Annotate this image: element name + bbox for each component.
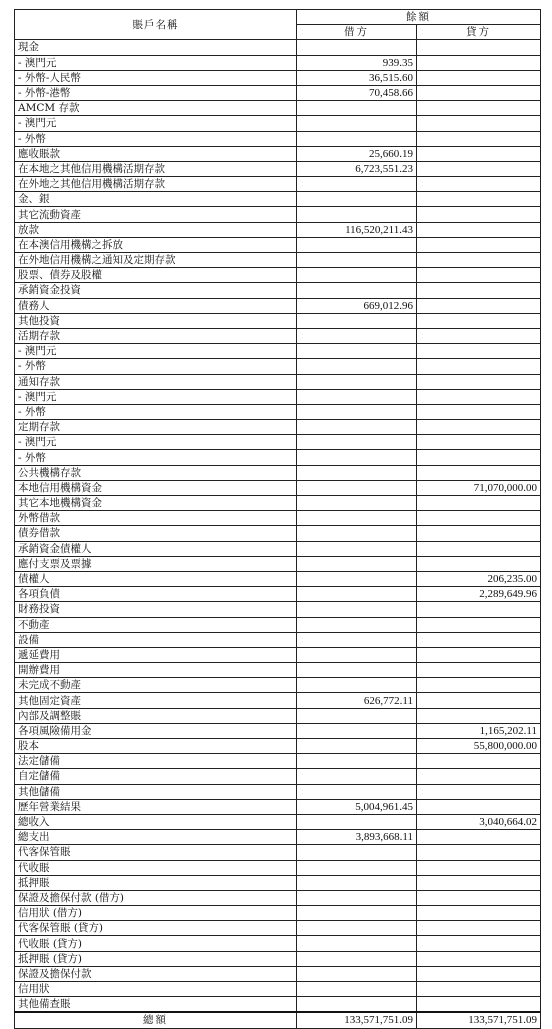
table-row <box>15 784 541 799</box>
debit-cell <box>297 511 417 526</box>
account-name-cell: 其他儲備 <box>15 784 297 799</box>
debit-cell <box>297 754 417 769</box>
credit-cell: 3,040,664.02 <box>417 814 541 829</box>
account-name-cell: - 外幣-港幣 <box>15 85 297 100</box>
table-row <box>15 344 541 359</box>
debit-cell <box>297 982 417 997</box>
table-row <box>15 632 541 647</box>
credit-cell <box>417 161 541 176</box>
table-row <box>15 237 541 252</box>
credit-cell <box>417 799 541 814</box>
debit-cell <box>297 237 417 252</box>
debit-cell <box>297 906 417 921</box>
account-name-cell: 其他備查賬 <box>15 997 297 1013</box>
debit-cell <box>297 784 417 799</box>
table-row <box>15 769 541 784</box>
credit-cell <box>417 40 541 55</box>
credit-cell <box>417 511 541 526</box>
account-name-cell: 其它流動資產 <box>15 207 297 222</box>
debit-cell: 669,012.96 <box>297 298 417 313</box>
debit-cell <box>297 571 417 586</box>
credit-cell <box>417 890 541 905</box>
account-name-cell: - 外幣 <box>15 450 297 465</box>
debit-cell <box>297 739 417 754</box>
table-row <box>15 389 541 404</box>
debit-cell <box>297 890 417 905</box>
debit-cell <box>297 207 417 222</box>
table-row <box>15 982 541 997</box>
table-row <box>15 890 541 905</box>
account-name-cell: 自定儲備 <box>15 769 297 784</box>
debit-cell <box>297 723 417 738</box>
table-row <box>15 313 541 328</box>
credit-cell <box>417 556 541 571</box>
account-name-cell: 在本地之其他信用機構活期存款 <box>15 161 297 176</box>
debit-cell <box>297 921 417 936</box>
account-name-cell: 承銷資金投資 <box>15 283 297 298</box>
account-name-cell: 承銷資金債權人 <box>15 541 297 556</box>
debit-cell: 6,723,551.23 <box>297 161 417 176</box>
credit-cell: 55,800,000.00 <box>417 739 541 754</box>
credit-cell <box>417 207 541 222</box>
account-name-cell: 債券借款 <box>15 526 297 541</box>
account-name-cell: 保證及擔保付款 (借方) <box>15 890 297 905</box>
table-row <box>15 541 541 556</box>
debit-cell <box>297 617 417 632</box>
debit-cell <box>297 101 417 116</box>
account-name-cell: - 澳門元 <box>15 344 297 359</box>
table-row <box>15 921 541 936</box>
debit-cell <box>297 647 417 662</box>
debit-cell <box>297 435 417 450</box>
credit-cell <box>417 845 541 860</box>
table-row <box>15 663 541 678</box>
debit-cell: 36,515.60 <box>297 70 417 85</box>
debit-cell: 626,772.11 <box>297 693 417 708</box>
debit-cell: 3,893,668.11 <box>297 830 417 845</box>
credit-cell <box>417 708 541 723</box>
credit-cell <box>417 101 541 116</box>
debit-cell <box>297 116 417 131</box>
total-credit: 133,571,751.09 <box>417 1012 541 1028</box>
account-name-cell: 股票、債券及股權 <box>15 268 297 283</box>
credit-cell <box>417 268 541 283</box>
account-name-cell: - 外幣 <box>15 359 297 374</box>
account-name-cell: 總收入 <box>15 814 297 829</box>
total-row <box>15 1012 541 1028</box>
account-name-cell: - 外幣 <box>15 404 297 419</box>
account-name-cell: 其它本地機構資金 <box>15 496 297 511</box>
table-body <box>15 40 541 1013</box>
credit-cell <box>417 784 541 799</box>
account-name-cell: 其他固定資產 <box>15 693 297 708</box>
table-row <box>15 526 541 541</box>
credit-cell <box>417 465 541 480</box>
debit-cell <box>297 283 417 298</box>
account-name-cell: 公共機構存款 <box>15 465 297 480</box>
credit-cell <box>417 526 541 541</box>
account-name-cell: 代客保管賬 <box>15 845 297 860</box>
table-row <box>15 845 541 860</box>
debit-cell <box>297 268 417 283</box>
table-row <box>15 739 541 754</box>
account-name-cell: 活期存款 <box>15 328 297 343</box>
credit-cell: 206,235.00 <box>417 571 541 586</box>
table-row <box>15 268 541 283</box>
table-row <box>15 146 541 161</box>
credit-cell <box>417 860 541 875</box>
credit-cell <box>417 222 541 237</box>
balance-header: 餘額 <box>297 10 541 25</box>
table-row <box>15 55 541 70</box>
debit-cell <box>297 420 417 435</box>
credit-cell <box>417 55 541 70</box>
debit-cell <box>297 313 417 328</box>
debit-cell <box>297 951 417 966</box>
account-name-cell: 股本 <box>15 739 297 754</box>
account-name-cell: 本地信用機構資金 <box>15 480 297 495</box>
account-name-cell: 代客保管賬 (貸方) <box>15 921 297 936</box>
table-row <box>15 587 541 602</box>
account-name-cell: 現金 <box>15 40 297 55</box>
account-name-header: 賬戶名稱 <box>15 10 297 40</box>
table-row <box>15 177 541 192</box>
table-row <box>15 511 541 526</box>
debit-cell <box>297 845 417 860</box>
credit-cell <box>417 328 541 343</box>
account-name-cell: 信用狀 <box>15 982 297 997</box>
credit-cell <box>417 678 541 693</box>
credit-cell <box>417 754 541 769</box>
debit-cell <box>297 708 417 723</box>
account-name-cell: - 外幣-人民幣 <box>15 70 297 85</box>
credit-cell <box>417 997 541 1013</box>
total-debit: 133,571,751.09 <box>297 1012 417 1028</box>
table-row <box>15 374 541 389</box>
debit-cell <box>297 131 417 146</box>
table-row <box>15 298 541 313</box>
account-name-cell: 金、銀 <box>15 192 297 207</box>
credit-cell <box>417 177 541 192</box>
debit-cell <box>297 860 417 875</box>
account-name-cell: 法定儲備 <box>15 754 297 769</box>
credit-cell <box>417 602 541 617</box>
table-row <box>15 860 541 875</box>
credit-cell <box>417 541 541 556</box>
table-row <box>15 222 541 237</box>
account-name-cell: 抵押賬 <box>15 875 297 890</box>
debit-cell <box>297 541 417 556</box>
debit-cell <box>297 480 417 495</box>
debit-cell <box>297 678 417 693</box>
credit-cell <box>417 146 541 161</box>
table-row <box>15 85 541 100</box>
account-name-cell: 內部及調整賬 <box>15 708 297 723</box>
table-row <box>15 70 541 85</box>
account-name-cell: 債務人 <box>15 298 297 313</box>
debit-cell <box>297 344 417 359</box>
credit-cell <box>417 496 541 511</box>
debit-cell <box>297 374 417 389</box>
credit-cell <box>417 769 541 784</box>
table-row <box>15 480 541 495</box>
debit-cell <box>297 253 417 268</box>
table-row <box>15 207 541 222</box>
credit-cell <box>417 116 541 131</box>
debit-cell <box>297 602 417 617</box>
table-row <box>15 997 541 1013</box>
credit-cell <box>417 298 541 313</box>
table-row <box>15 951 541 966</box>
table-row <box>15 814 541 829</box>
account-name-cell: 設備 <box>15 632 297 647</box>
debit-cell <box>297 632 417 647</box>
account-name-cell: 信用狀 (借方) <box>15 906 297 921</box>
account-name-cell: - 澳門元 <box>15 389 297 404</box>
table-row <box>15 40 541 55</box>
credit-cell <box>417 830 541 845</box>
account-name-cell: 債權人 <box>15 571 297 586</box>
table-row <box>15 693 541 708</box>
table-row <box>15 708 541 723</box>
account-name-cell: 定期存款 <box>15 420 297 435</box>
credit-cell <box>417 389 541 404</box>
credit-cell <box>417 70 541 85</box>
debit-cell <box>297 936 417 951</box>
credit-cell <box>417 420 541 435</box>
debit-cell <box>297 556 417 571</box>
credit-cell <box>417 283 541 298</box>
credit-cell <box>417 936 541 951</box>
table-row <box>15 192 541 207</box>
credit-header: 貸方 <box>417 25 541 40</box>
account-name-cell: AMCM 存款 <box>15 101 297 116</box>
balance-table <box>14 9 541 1029</box>
account-name-cell: 歷年營業結果 <box>15 799 297 814</box>
account-name-cell: 應收賬款 <box>15 146 297 161</box>
debit-cell <box>297 814 417 829</box>
credit-cell <box>417 647 541 662</box>
credit-cell <box>417 875 541 890</box>
account-name-cell: 外幣借款 <box>15 511 297 526</box>
credit-cell <box>417 966 541 981</box>
debit-cell: 939.35 <box>297 55 417 70</box>
table-row <box>15 556 541 571</box>
credit-cell <box>417 131 541 146</box>
table-row <box>15 253 541 268</box>
table-row <box>15 420 541 435</box>
table-row <box>15 283 541 298</box>
debit-cell <box>297 404 417 419</box>
table-row <box>15 465 541 480</box>
account-name-cell: 應付支票及票據 <box>15 556 297 571</box>
account-name-cell: 開辦費用 <box>15 663 297 678</box>
credit-cell <box>417 374 541 389</box>
debit-cell <box>297 875 417 890</box>
credit-cell <box>417 404 541 419</box>
table-row <box>15 571 541 586</box>
table-row <box>15 647 541 662</box>
debit-cell <box>297 496 417 511</box>
account-name-cell: - 澳門元 <box>15 116 297 131</box>
total-label: 總額 <box>15 1012 297 1028</box>
credit-cell <box>417 237 541 252</box>
table-row <box>15 328 541 343</box>
table-row <box>15 617 541 632</box>
table-row <box>15 450 541 465</box>
debit-cell <box>297 40 417 55</box>
table-row <box>15 754 541 769</box>
account-name-cell: 在本澳信用機構之拆放 <box>15 237 297 252</box>
account-name-cell: 放款 <box>15 222 297 237</box>
table-header <box>15 10 541 40</box>
credit-cell <box>417 435 541 450</box>
table-row <box>15 602 541 617</box>
credit-cell <box>417 906 541 921</box>
debit-cell <box>297 328 417 343</box>
table-row <box>15 966 541 981</box>
table-row <box>15 830 541 845</box>
table-row <box>15 435 541 450</box>
credit-cell: 1,165,202.11 <box>417 723 541 738</box>
account-name-cell: 保證及擔保付款 <box>15 966 297 981</box>
credit-cell <box>417 663 541 678</box>
account-name-cell: 財務投資 <box>15 602 297 617</box>
table-row <box>15 678 541 693</box>
table-row <box>15 799 541 814</box>
account-name-cell: 各項負債 <box>15 587 297 602</box>
debit-cell <box>297 177 417 192</box>
credit-cell: 71,070,000.00 <box>417 480 541 495</box>
account-name-cell: 其他投資 <box>15 313 297 328</box>
account-name-cell: 總支出 <box>15 830 297 845</box>
table-row <box>15 161 541 176</box>
credit-cell <box>417 359 541 374</box>
account-name-cell: 各項風險備用金 <box>15 723 297 738</box>
credit-cell <box>417 921 541 936</box>
credit-cell <box>417 344 541 359</box>
table-row <box>15 496 541 511</box>
debit-cell <box>297 997 417 1013</box>
account-name-cell: - 外幣 <box>15 131 297 146</box>
account-name-cell: 遞延費用 <box>15 647 297 662</box>
debit-cell <box>297 389 417 404</box>
table-row <box>15 116 541 131</box>
table-row <box>15 404 541 419</box>
account-name-cell: - 澳門元 <box>15 435 297 450</box>
table-row <box>15 131 541 146</box>
account-name-cell: 不動產 <box>15 617 297 632</box>
account-name-cell: 未完成不動產 <box>15 678 297 693</box>
credit-cell <box>417 450 541 465</box>
debit-cell: 116,520,211.43 <box>297 222 417 237</box>
account-name-cell: - 澳門元 <box>15 55 297 70</box>
credit-cell <box>417 982 541 997</box>
debit-cell: 25,660.19 <box>297 146 417 161</box>
table-row <box>15 723 541 738</box>
table-row <box>15 359 541 374</box>
credit-cell <box>417 632 541 647</box>
account-name-cell: 代收賬 <box>15 860 297 875</box>
table-row <box>15 936 541 951</box>
debit-cell: 70,458.66 <box>297 85 417 100</box>
debit-cell <box>297 587 417 602</box>
credit-cell <box>417 253 541 268</box>
credit-cell <box>417 617 541 632</box>
debit-header: 借方 <box>297 25 417 40</box>
debit-cell <box>297 192 417 207</box>
credit-cell <box>417 951 541 966</box>
debit-cell <box>297 450 417 465</box>
debit-cell <box>297 359 417 374</box>
account-name-cell: 代收賬 (貸方) <box>15 936 297 951</box>
credit-cell: 2,289,649.96 <box>417 587 541 602</box>
credit-cell <box>417 693 541 708</box>
table-row <box>15 906 541 921</box>
debit-cell <box>297 465 417 480</box>
debit-cell <box>297 966 417 981</box>
account-name-cell: 通知存款 <box>15 374 297 389</box>
table-row <box>15 101 541 116</box>
credit-cell <box>417 85 541 100</box>
debit-cell <box>297 663 417 678</box>
account-name-cell: 在外地之其他信用機構活期存款 <box>15 177 297 192</box>
debit-cell <box>297 769 417 784</box>
debit-cell: 5,004,961.45 <box>297 799 417 814</box>
table-row <box>15 875 541 890</box>
account-name-cell: 在外地信用機構之通知及定期存款 <box>15 253 297 268</box>
debit-cell <box>297 526 417 541</box>
account-name-cell: 抵押賬 (貸方) <box>15 951 297 966</box>
credit-cell <box>417 192 541 207</box>
credit-cell <box>417 313 541 328</box>
